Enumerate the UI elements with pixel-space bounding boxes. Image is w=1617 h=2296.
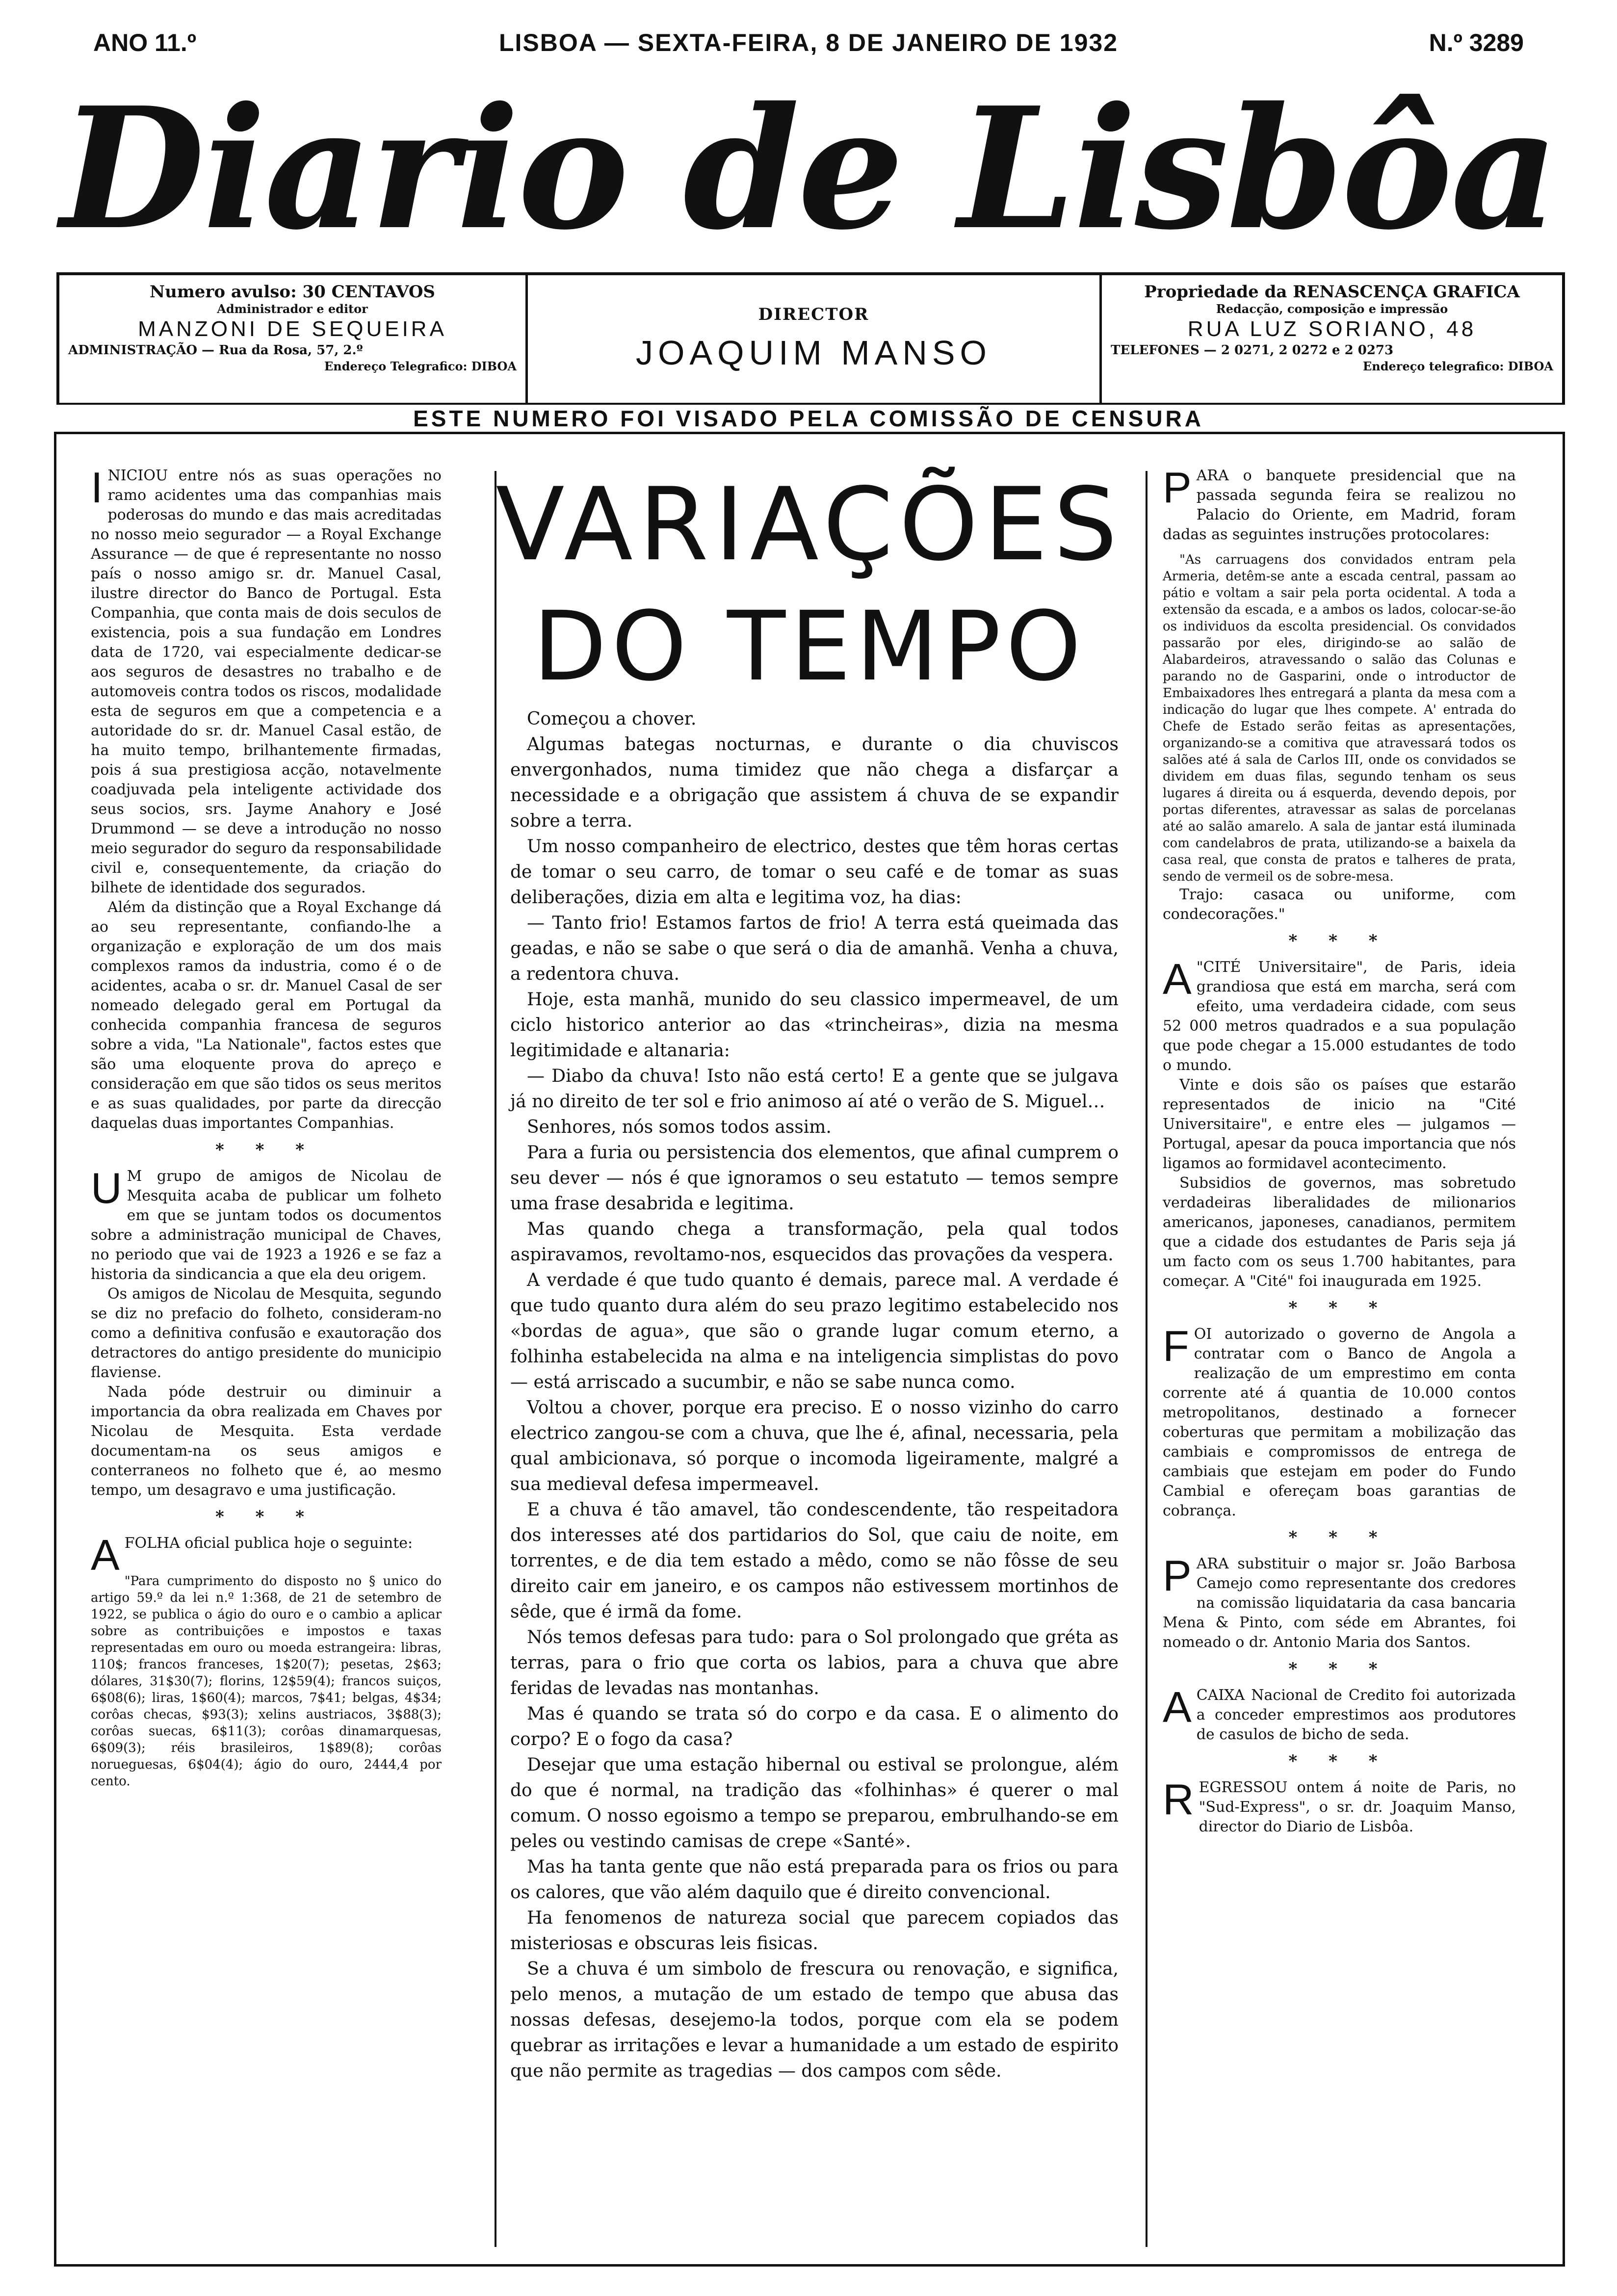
section-separator: * * * [215, 1140, 317, 1160]
issue-number: N.º 3289 [1429, 29, 1524, 56]
article-angola [1163, 1322, 1516, 1521]
paragraph: Mas é quando se trata só do corpo e da casa. E o alimento do corpo? E o fogo da casa? [510, 1704, 1119, 1749]
drop-cap: A [91, 1531, 120, 1579]
paragraph: — Tanto frio! Estamos fartos de frio! A terra está queimada das geadas, e não se sabe o que será o dia de amanhã. Venha a chuva, a redentora chuva. [510, 913, 1119, 984]
paragraph: Senhores, nós somos todos assim. [527, 1117, 832, 1137]
article-cite-universitaire [1163, 955, 1516, 1075]
paragraph: Algumas bategas nocturnas, e durante o dia chuviscos envergonhados, numa timidez que não chega a disfarçar a necessidade e a obrigação que assistem á chuva de se expandir sobre a terra. [510, 734, 1119, 831]
header-left-cell [59, 275, 525, 403]
paragraph: NICIOU entre nós as suas operações no ramo acidentes uma das companhias mais poderosas do mundo e das mais acreditadas no nosso meio segurador — a Royal Exchange Assurance — de que é representante no nosso país o nosso amigo sr. dr. Manuel Casal, ilustre director do Banco de Portugal. Esta Companhia, que conta mais de dois seculos de existencia, pois a sua fundação em Londres data de 1720, vai especialmente dedicar-se aos seguros de desastres no trabalho e de automoveis contra todos os riscos, modalidade esta de seguros em que a competencia e a autoridade do sr. dr. Manuel Casal estão, de ha muito tempo, brilhantemente firmadas, pois á sua prestigiosa acção, notavelmente coadjuvada pela inteligente actividade dos seus socios, srs. Jayme Anahory e José Drummond — se deve a introdução no nosso meio segurador do seguro da responsabilidade civil e, consequentemente, da criação do bilhete de identidade dos segurados. [91, 467, 442, 896]
paragraph: EGRESSOU ontem á noite de Paris, no "Sud-Express", o sr. dr. Joaquim Manso, director do Diario de Lisbôa. [1199, 1779, 1516, 1835]
main-headline [444, 467, 1175, 702]
drop-cap: A [1163, 1683, 1192, 1731]
paragraph: — Diabo da chuva! Isto não está certo! E a gente que se julgava já no direito de ter sol e frio animoso aí até o verão de S. Miguel… [510, 1066, 1119, 1112]
owner-sub: Redacção, composição e impressão [1216, 302, 1448, 316]
right-column [1163, 463, 1516, 1837]
paragraph: ARA substituir o major sr. João Barbosa Camejo como representante dos credores na comissão liquidataria da casa bancaria Mena & Pinto, com séde em Abrantes, foi nomeado o dr. Antonio Maria dos Santos. [1163, 1555, 1516, 1651]
drop-cap: A [1163, 955, 1192, 1003]
paragraph: M grupo de amigos de Nicolau de Mesquita acaba de publicar um folheto em que se juntam todos os documentos sobre a administração municipal de Chaves, no periodo que vai de 1923 a 1926 e se faz a historia da sindicancia a que ela deu origem. [91, 1168, 442, 1283]
owner-telegraph: Endereço telegrafico: DIBOA [1363, 359, 1553, 373]
paragraph: Desejar que uma estação hibernal ou estival se prolongue, além do que é normal, na tradição das «folhinhas» é querer o mal comum. O nosso egoismo a tempo se preparou, embrulhando-se em peles ou vestindo camisas de crepe «Santé». [510, 1755, 1119, 1852]
paragraph: Ha fenomenos de natureza social que parecem copiados das misteriosas e obscuras leis fisicas. [510, 1908, 1119, 1954]
paragraph: Hoje, esta manhã, munido do seu classico impermeavel, de um ciclo historico anterior ao das «trincheiras», dizia na mesma legitimidade e altanaria: [510, 990, 1119, 1061]
director-label: DIRECTOR [758, 305, 869, 324]
paragraph: OI autorizado o governo de Angola a contratar com o Banco de Angola a realização de um emprestimo em conta corrente até á quantia de 10.000 contos metropolitanos, destinado a fornecer coberturas que permitam a mobilização das cambiais e compromissos de entrega de cambiais que estejam em poder do Fundo Cambial e ofereçam boas garantias de cobrança. [1163, 1326, 1516, 1519]
owner-address: RUA LUZ SORIANO, 48 [1187, 317, 1477, 341]
censor-notice: ESTE NUMERO FOI VISADO PELA COMISSÃO DE CENSURA [413, 406, 1204, 431]
paragraph: CAIXA Nacional de Credito foi autorizada a conceder emprestimos aos produtores de casulos de bicho de seda. [1196, 1687, 1516, 1743]
article-caixa-nacional [1163, 1683, 1516, 1745]
admin-name: MANZONI DE SEQUEIRA [138, 317, 447, 341]
headline-line-2: DO TEMPO [533, 591, 1086, 702]
headline-line-1: VARIAÇÕES [496, 467, 1123, 583]
drop-cap: P [1163, 463, 1192, 512]
section-separator: * * * [1288, 931, 1390, 951]
director-name: JOAQUIM MANSO [635, 334, 992, 372]
paragraph: Mas ha tanta gente que não está preparada para os frios ou para os calores, que vão além daquilo que é direito convencional. [510, 1857, 1119, 1903]
paragraph: Um nosso companheiro de electrico, destes que têm horas certas de tomar o seu carro, de tomar o seu café e de tomar as suas deliberações, dizia em alta e legitima voz, ha dias: [510, 836, 1119, 908]
paragraph: FOLHA oficial publica hoje o seguinte: [124, 1535, 413, 1552]
section-separator: * * * [1288, 1528, 1390, 1547]
price-label: Numero avulso: 30 CENTAVOS [150, 282, 435, 302]
paragraph: Nada póde destruir ou diminuir a importancia da obra realizada em Chaves por Nicolau de Mesquita. Esta verdade documentam-na os seus amigos e conterraneos no folheto que é, ao mesmo tempo, um desagravo e uma justificação. [91, 1383, 442, 1499]
left-column [91, 463, 442, 1790]
section-separator: * * * [1288, 1659, 1390, 1679]
phones: TELEFONES — 2 0271, 2 0272 e 2 0273 [1111, 343, 1394, 358]
paragraph: Começou a chover. [527, 709, 697, 729]
center-column [510, 706, 1119, 2084]
paragraph: Se a chuva é um simbolo de frescura ou renovação, e significa, pelo menos, a mutação de um estado de tempo que abusa das nossas defesas, desejemo-la todos, porque com ela se podem quebrar as irritações e levar a humanidade a um estado de espirito que não permite as tragedias — dos campos com sêde. [510, 1959, 1119, 2081]
exchange-rates-text: "Para cumprimento do disposto no § unico do artigo 59.º da lei n.º 1:368, de 21 de setembro de 1922, se publica o ágio do ouro e o cambio a aplicar sobre as contribuições e impostos e taxas representadas em ouro ou moeda estrangeira: libras, 110$; francos franceses, 1$20(7); pesetas, 2$63; dólares, 31$30(7); florins, 12$59(4); francos suiços, 6$08(6); liras, 1$60(4); marcos, 7$41; belgas, 4$34; corôas checas, $93(3); xelins austriacos, 3$88(3); corôas suecas, 6$11(3); corôas dinamarquesas, 6$09(3); réis brasileiros, 1$89(8); corôas norueguesas, 6$04(4); ágio do ouro, 2444,4 por cento. [91, 1574, 442, 1789]
header-director-cell [525, 275, 1102, 403]
paragraph: Para a furia ou persistencia dos elementos, que afinal cumprem o seu dever — nós é que ignoramos o seu estatuto — temos sempre uma frase desabrida e legitima. [510, 1143, 1119, 1214]
article-regressou [1163, 1775, 1516, 1837]
year-label: ANO 11.º [93, 29, 197, 56]
masthead-title: Diario de Lisbôa [60, 71, 1557, 267]
drop-cap: U [91, 1164, 122, 1212]
paragraph: A verdade é que tudo quanto é demais, parece mal. A verdade é que tudo quanto dura além do seu prazo legitimo estabelecido nos «bordas de agua», que são o grande lugar comum eterno, a folhinha estabelecida na alma e na inteligencia simplistas do povo — está arriscado a sucumbir, e não se sabe nunca como. [510, 1270, 1119, 1392]
section-separator: * * * [215, 1507, 317, 1527]
paragraph: Trajo: casaca ou uniforme, com condecorações." [1163, 886, 1516, 923]
paragraph: Os amigos de Nicolau de Mesquita, segundo se diz no prefacio do folheto, consideram-no como a definitiva confusão e exautoração dos detractores do antigo presidente do municipio flaviense. [91, 1285, 442, 1381]
drop-cap: I [91, 463, 103, 512]
paragraph: Além da distinção que a Royal Exchange dá ao seu representante, confiando-lhe a organização e exploração de um dos mais complexos ramos da industria, como é o de acidentes, acaba o sr. dr. Manuel Casal de ser nomeado delegado geral em Portugal da conhecida companhia francesa de seguros sobre a vida, "La Nationale", factos estes que são uma eloquente prova do apreço e consideração em que são tidos os seus meritos e as suas qualidades, por parte da direcção daquelas duas importantes Companhias. [91, 899, 442, 1132]
paragraph: ARA o banquete presidencial que na passada segunda feira se realizou no Palacio do Oriente, em Madrid, foram dadas as seguintes instruções protocolares: [1163, 467, 1516, 543]
section-separator: * * * [1288, 1298, 1390, 1318]
column-rule-right [1146, 471, 1148, 2247]
drop-cap: R [1163, 1775, 1194, 1824]
owner-label: Propriedade da RENASCENÇA GRAFICA [1144, 282, 1520, 302]
header-box [56, 272, 1565, 405]
column-rule-left [495, 471, 496, 2247]
article-banquete [1163, 463, 1516, 545]
admin-telegraph: Endereço Telegrafico: DIBOA [324, 359, 517, 373]
date-label: LISBOA — SEXTA-FEIRA, 8 DE JANEIRO DE 1932 [498, 29, 1119, 56]
paragraph: Subsidios de governos, mas sobretudo verdadeiras liberalidades de milionarios americanos, japoneses, canadianos, permitem que a cidade dos estudantes de Paris seja já um facto com os seus 1.700 habitantes, para começar. A "Cité" foi inaugurada em 1925. [1163, 1174, 1516, 1290]
header-right-cell [1102, 275, 1562, 403]
paragraph: Mas quando chega a transformação, pela qual todos aspiravamos, revoltamo-nos, esquecidos das provações da vespera. [510, 1219, 1119, 1265]
admin-label: Administrador e editor [217, 302, 368, 316]
article-mena-pinto [1163, 1551, 1516, 1652]
admin-address: ADMINISTRAÇÃO — Rua da Rosa, 57, 2.º [68, 343, 363, 358]
paragraph: Vinte e dois são os países que estarão representados de inicio na "Cité Universitaire", e entre eles — julgamos — Portugal, apesar da pouca importancia que nós ligamos ao formidavel acontecimento. [1163, 1076, 1516, 1172]
paragraph: Nós temos defesas para tudo: para o Sol prolongado que gréta as terras, para o frio que corta os labios, para a chuva que abre feridas de levadas nas montanhas. [510, 1627, 1119, 1698]
drop-cap: F [1163, 1322, 1189, 1370]
article-folha-oficial [91, 1531, 442, 1579]
protocol-instructions: "As carruagens dos convidados entram pela Armeria, detêm-se ante a escada central, passam ao pátio e voltam a sair pela porta ocidental. A toda a extensão da escada, e a ambos os lados, colocar-se-ão os individuos da escolta presidencial. Os convidados passarão por eles, dirigindo-se ao salão de Alabardeiros, atravessando o salão das Colunas e parando no de Gasparini, onde o introductor de Embaixadores lhes entregará a planta da mesa com a indicação do lugar que lhes compete. A' entrada do Chefe de Estado serão feitas as apresentações, organizando-se a comitiva que atravessará todos os salões até á sala de Carlos III, onde os convidados se dividem em duas filas, segundo tenham os seus lugares á direita ou á esquerda, devendo depois, por portas diferentes, atravessar as salas de porcelanas até ao salão amarelo. A sala de jantar está iluminada com candelabros de prata, utilizando-se a baixela da casa real, que consta de pratos e talheres de prata, sendo de vermeil os de sobre-mesa. [1163, 552, 1516, 884]
paragraph: "CITÉ Universitaire", de Paris, ideia grandiosa que está em marcha, será com efeito, uma verdadeira cidade, com seus 52 000 metros quadrados e a sua população que pode chegar a 15.000 estudantes de todo o mundo. [1163, 959, 1516, 1074]
article-chaves [91, 1164, 442, 1284]
dateline [29, 20, 1588, 64]
paragraph: Voltou a chover, porque era preciso. E o nosso vizinho do carro electrico zangou-se com a chuva, que lhe é, afinal, necessaria, pela qual ambicionava, só porque o incomoda ligeiramente, malgré a sua medieval defesa impermeavel. [510, 1398, 1119, 1494]
paragraph: E a chuva é tão amavel, tão condescendente, tão respeitadora dos interesses até dos partidarios do Sol, que caiu de noite, em torrentes, e de dia tem estado a mêdo, como se não fôsse de seu direito cair em janeiro, e os campos não estivessem mortinhos de sêde, que é irmã da fome. [510, 1500, 1119, 1622]
article-royal-exchange [91, 463, 442, 898]
drop-cap: P [1163, 1551, 1192, 1600]
section-separator: * * * [1288, 1751, 1390, 1771]
